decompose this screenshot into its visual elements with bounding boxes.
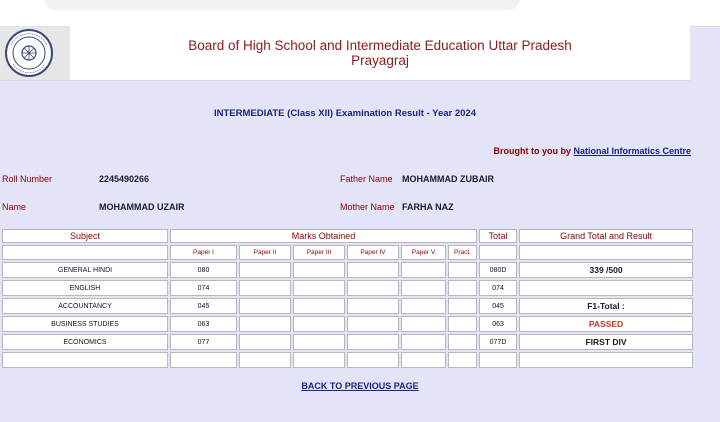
board-title [70, 38, 690, 68]
paper-1-cell: 045 [170, 298, 237, 314]
total-cell: 080D [479, 262, 517, 278]
result-header: Grand Total and Result [519, 229, 693, 243]
paper-4-cell [347, 280, 399, 296]
paper-3-cell [293, 352, 345, 368]
paper-5-cell [401, 352, 446, 368]
subject-header: Subject [2, 229, 168, 243]
total-cell: 063 [479, 316, 517, 332]
division-value: FIRST DIV [519, 334, 693, 350]
exam-title: INTERMEDIATE (Class XII) Examination Result - Year 2024 [213, 108, 477, 119]
page-header [0, 26, 690, 81]
paper-5-cell [401, 316, 446, 332]
subject-cell: ENGLISH [2, 280, 168, 296]
paper-5-cell [401, 262, 446, 278]
paper-2-header: Paper II [239, 245, 291, 260]
credit-line [493, 146, 691, 156]
paper-5-cell [401, 334, 446, 350]
table-row [2, 262, 693, 278]
marks-obtained-header: Marks Obtained [170, 229, 477, 243]
paper-1-cell: 077 [170, 334, 237, 350]
paper-1-cell [170, 352, 237, 368]
browser-top-bar [0, 0, 720, 27]
paper-3-cell [293, 262, 345, 278]
address-bar[interactable] [44, 0, 520, 10]
result-subheader [519, 245, 693, 260]
roll-number-label: Roll Number [2, 174, 53, 184]
father-name-label: Father Name [340, 174, 393, 184]
subject-cell: BUSINESS STUDIES [2, 316, 168, 332]
subject-cell [2, 352, 168, 368]
paper-2-cell [239, 280, 291, 296]
total-cell [479, 352, 517, 368]
table-row [2, 352, 693, 368]
paper-4-cell [347, 352, 399, 368]
subject-cell: GENERAL HINDI [2, 262, 168, 278]
result-cell [519, 280, 693, 296]
practical-cell [448, 316, 477, 332]
name-label: Name [2, 202, 27, 212]
table-row [2, 334, 693, 350]
board-name: Board of High School and Intermediate Education Uttar Pradesh [188, 38, 572, 53]
paper-2-cell [239, 262, 291, 278]
paper-5-cell [401, 298, 446, 314]
nic-link[interactable]: National Informatics Centre [573, 146, 691, 156]
paper-1-cell: 074 [170, 280, 237, 296]
paper-1-cell: 063 [170, 316, 237, 332]
paper-1-cell: 080 [170, 262, 237, 278]
name-value: MOHAMMAD UZAIR [99, 202, 185, 212]
subject-subheader [2, 245, 168, 260]
paper-3-cell [293, 334, 345, 350]
paper-2-cell [239, 334, 291, 350]
credit-prefix: Brought to you by [493, 146, 571, 156]
total-subheader [479, 245, 517, 260]
paper-3-header: Paper III [293, 245, 345, 260]
practical-cell [448, 280, 477, 296]
total-header: Total [479, 229, 517, 243]
seal-icon [3, 28, 55, 78]
paper-2-cell [239, 298, 291, 314]
paper-4-cell [347, 316, 399, 332]
table-row [2, 280, 693, 296]
mother-name-label: Mother Name [340, 202, 395, 212]
paper-4-cell [347, 334, 399, 350]
paper-5-header: Paper V [401, 245, 446, 260]
paper-2-cell [239, 352, 291, 368]
total-cell: 077D [479, 334, 517, 350]
paper-3-cell [293, 298, 345, 314]
practical-cell [448, 262, 477, 278]
subject-cell: ACCOUNTANCY [2, 298, 168, 314]
total-cell: 074 [479, 280, 517, 296]
roll-number-value: 2245490266 [99, 174, 150, 184]
paper-4-cell [347, 298, 399, 314]
result-status: PASSED [519, 316, 693, 332]
paper-3-cell [293, 316, 345, 332]
paper-3-cell [293, 280, 345, 296]
paper-1-header: Paper I [170, 245, 237, 260]
marks-table [0, 227, 695, 370]
total-cell: 045 [479, 298, 517, 314]
practical-cell [448, 352, 477, 368]
paper-5-cell [401, 280, 446, 296]
father-name-value: MOHAMMAD ZUBAIR [402, 174, 494, 184]
mother-name-value: FARHA NAZ [402, 202, 454, 212]
board-logo [0, 26, 70, 80]
paper-4-cell [347, 262, 399, 278]
back-to-previous-page-link[interactable]: BACK TO PREVIOUS PAGE [301, 381, 419, 391]
practical-header: Pract. [448, 245, 477, 260]
paper-4-header: Paper IV [347, 245, 399, 260]
practical-cell [448, 298, 477, 314]
subject-cell: ECONOMICS [2, 334, 168, 350]
table-row [2, 316, 693, 332]
practical-cell [448, 334, 477, 350]
result-cell [519, 352, 693, 368]
paper-2-cell [239, 316, 291, 332]
f1-total-label: F1-Total : [519, 298, 693, 314]
grand-total-value: 339 /500 [519, 262, 693, 278]
table-row [2, 298, 693, 314]
board-city: Prayagraj [351, 53, 409, 68]
